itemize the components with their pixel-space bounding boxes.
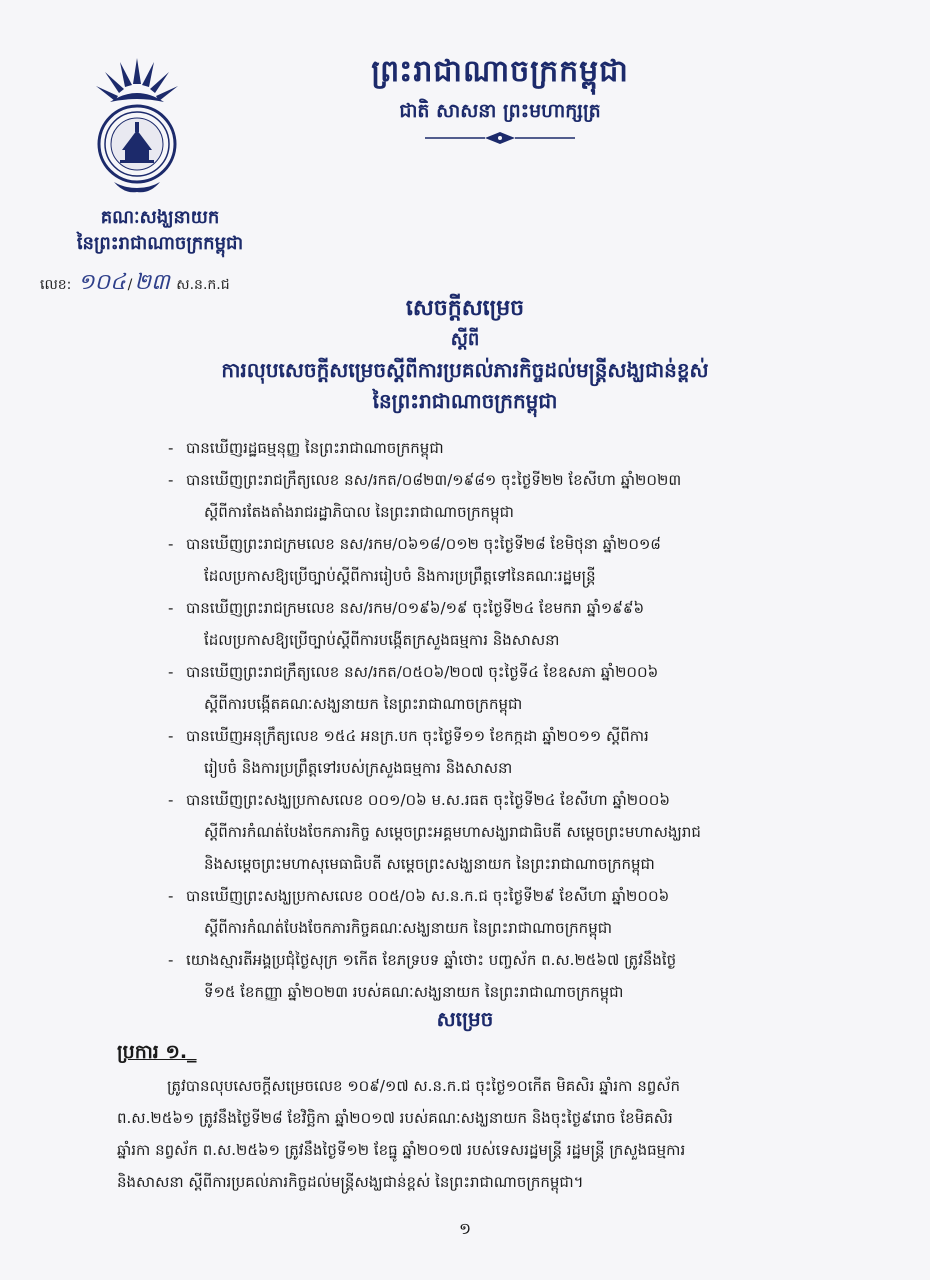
kingdom-header [300,52,700,144]
article-title: ប្រការ ១._ [117,1041,197,1063]
article-line: ត្រូវបានលុបសេចក្ដីសម្រេចលេខ ១០៩/១៧ ស.ន.ក.ជ ចុះថ្ងៃ១០កើត មិគសិរ ឆ្នាំរកា នព្វស័ក [167,1077,681,1095]
citation-item: - បានឃើញព្រះរាជក្រឹត្យលេខ នស/រកត/០៥០៦/២០៧ ចុះថ្ងៃទី៤ ខែឧសភា ឆ្នាំ២០០៦ ស្ដីពីការបង្កើតគណៈសង្ឃនាយក នៃព្រះរាជាណាចក្រកម្ពុជា [168,656,818,720]
article-line: ឆ្នាំរកា នព្វស័ក ព.ស.២៥៦១ ត្រូវនឹងថ្ងៃទី១២ ខែធ្នូ ឆ្នាំ២០១៧ របស់ទេសរដ្ឋមន្ត្រី រដ្ឋមន្ត្រី ក្រសួងធម្មការ [117,1141,686,1159]
reference-number: លេខ: ១០៤ /២៣ ស.ន.ក.ជ [40,270,230,295]
article-body [117,1070,817,1198]
citation-item: - បានឃើញព្រះរាជក្រមលេខ នស/រកម/០១៩៦/១៩ ចុះថ្ងៃទី២៤ ខែមករា ឆ្នាំ១៩៩៦ ដែលប្រកាសឱ្យប្រើច្បាប់ស្ដីពីការបង្កើតក្រសួងធម្មការ និងសាសនា [168,592,818,656]
decision-label: សម្រេច [436,1007,494,1031]
citation-item: - បានឃើញព្រះរាជក្រមលេខ នស/រកម/០៦១៨/០១២ ចុះថ្ងៃទី២៨ ខែមិថុនា ឆ្នាំ២០១៨ ដែលប្រកាសឱ្យប្រើច្បាប់ស្ដីពីការរៀបចំ និងការប្រព្រឹត្តទៅនៃគណៈរដ្ឋមន្ត្រី [168,528,818,592]
issuing-body [40,205,280,257]
document-subject-line1: ការលុបសេចក្ដីសម្រេចស្ដីពីការប្រគល់ភារកិច្ចដល់មន្ត្រីសង្ឃជាន់ខ្ពស់ [221,358,709,382]
divider-ornament-icon [425,130,575,144]
citation-item: - បានឃើញព្រះសង្ឃប្រកាសលេខ ០០១/០៦ ម.ស.រធត ចុះថ្ងៃទី២៤ ខែសីហា ឆ្នាំ២០០៦ ស្ដីពីការកំណត់បែងចែកភារកិច្ច សម្ដេចព្រះអគ្គមហាសង្ឃរាជាធិបតី សម្ដេចព្រះមហាសង្ឃរាជ និងសម្ដេចព្រះមហាសុមេធាធិបតី សម្ដេចព្រះសង្ឃនាយក នៃព្រះរាជាណាចក្រកម្ពុជា [168,784,818,880]
reference-prefix: លេខ: [40,277,72,293]
handwritten-number: ១០៤ [77,270,126,295]
national-motto: ជាតិ សាសនា ព្រះមហាក្សត្រ [399,100,601,122]
issuer-country: នៃព្រះរាជាណាចក្រកម្ពុជា [76,233,244,254]
citation-item: - បានឃើញព្រះរាជក្រឹត្យលេខ នស/រកត/០៨២៣/១៩៨១ ចុះថ្ងៃទី២២ ខែសីហា ឆ្នាំ២០២៣ ស្ដីពីការតែងតាំងរាជរដ្ឋាភិបាល នៃព្រះរាជាណាចក្រកម្ពុជា [168,464,818,528]
handwritten-year: ២៣ [134,270,170,295]
reference-suffix: ស.ន.ក.ជ [176,277,230,293]
article-line: ព.ស.២៥៦១ ត្រូវនឹងថ្ងៃទី២៨ ខែវិច្ឆិកា ឆ្នាំ២០១៧ របស់គណៈសង្ឃនាយក និងចុះថ្ងៃ៩រោច ខែមិគសិរ [117,1109,673,1127]
kingdom-title: ព្រះរាជាណាចក្រកម្ពុជា [371,54,629,89]
issuer-name: គណៈសង្ឃនាយក [100,207,220,228]
document-heading [120,292,810,416]
page-number: ១ [458,1219,472,1238]
citation-item: - យោងស្មារតីអង្គប្រជុំថ្ងៃសុក្រ ១កើត ខែភទ្របទ ឆ្នាំថោះ បញ្ចស័ក ព.ស.២៥៦៧ ត្រូវនឹងថ្ងៃ ទី១៥ ខែកញ្ញា ឆ្នាំ២០២៣ របស់គណៈសង្ឃនាយក នៃព្រះរាជាណាចក្រកម្ពុជា [168,944,818,1008]
citation-item: - បានឃើញព្រះសង្ឃប្រកាសលេខ ០០៥/០៦ ស.ន.ក.ជ ចុះថ្ងៃទី២៩ ខែសីហា ឆ្នាំ២០០៦ ស្ដីពីការកំណត់បែងចែកភារកិច្ចគណៈសង្ឃនាយក នៃព្រះរាជាណាចក្រកម្ពុជា [168,880,818,944]
article-line: និងសាសនា ស្ដីពីការប្រគល់ភារកិច្ចដល់មន្ត្រីសង្ឃជាន់ខ្ពស់ នៃព្រះរាជាណាចក្រកម្ពុជា។ [117,1173,584,1191]
document-title: សេចក្ដីសម្រេច [405,296,525,321]
document-subject-line2: នៃព្រះរាជាណាចក្រកម្ពុជា [372,389,558,413]
citation-item: - បានឃើញអនុក្រឹត្យលេខ ១៥៤ អនក្រ.បក ចុះថ្ងៃទី១១ ខែកក្កដា ឆ្នាំ២០១១ ស្ដីពីការ រៀបចំ និងការប្រព្រឹត្តទៅរបស់ក្រសួងធម្មការ និងសាសនា [168,720,818,784]
document-about: ស្ដីពី [450,329,480,350]
citation-item: - បានឃើញរដ្ឋធម្មនុញ្ញ នៃព្រះរាជាណាចក្រកម្ពុជា [168,432,818,464]
buddhist-council-seal-icon [92,54,182,199]
citations-list [168,432,818,1008]
